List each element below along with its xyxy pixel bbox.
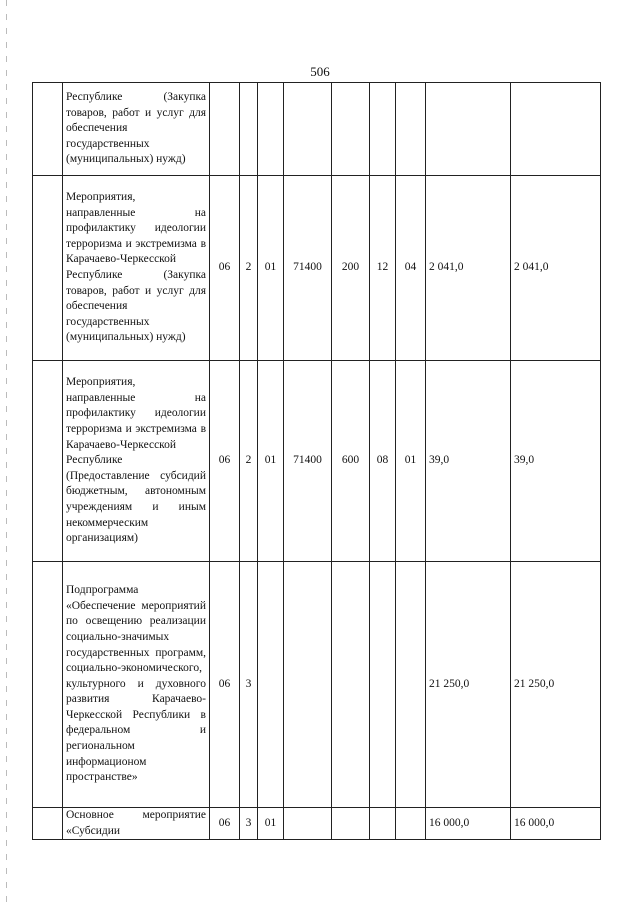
code-cell: 06 [210,361,240,562]
budget-table [32,82,601,840]
table-row [33,562,601,808]
description-cell: Основное мероприятие «Субсидии [63,808,210,840]
code-cell [240,83,258,176]
index-cell [33,83,63,176]
description-cell: Подпрограмма «Обеспечение мероприятий по освещению реализации социально-значимых государственных программ, социально-экономического, культурного и духовного развития Карачаево-Черкесской Республики в федеральном и региональном информационом пространстве» [63,562,210,808]
code-cell: 3 [240,808,258,840]
code-cell: 06 [210,808,240,840]
code-cell: 12 [370,176,396,361]
code-cell [332,808,370,840]
code-cell [370,562,396,808]
code-cell [210,83,240,176]
page-number: 506 [310,64,330,79]
code-cell: 01 [258,808,284,840]
code-cell: 01 [258,176,284,361]
amount-cell: 21 250,0 [426,562,511,808]
table-row [33,83,601,176]
amount-cell: 16 000,0 [426,808,511,840]
index-cell [33,176,63,361]
code-cell: 06 [210,562,240,808]
code-cell: 200 [332,176,370,361]
code-cell: 3 [240,562,258,808]
amount-cell: 39,0 [511,361,601,562]
table-row [33,361,601,562]
description-cell: Мероприятия, направленные на профилактику идеологии терроризма и экстремизма в Карачаево-Черкесской Республике (Закупка товаров, работ и услуг для обеспечения государственных (муниципальных) нужд) [63,176,210,361]
amount-cell [511,83,601,176]
code-cell [258,83,284,176]
code-cell [258,562,284,808]
index-cell [33,808,63,840]
code-cell [396,562,426,808]
code-cell [284,562,332,808]
scan-edge-mark [6,0,7,905]
table-row [33,176,601,361]
description-cell: Мероприятия, направленные на профилактику идеологии терроризма и экстремизма в Карачаево-Черкесской Республике (Предоставление субсидий бюджетным, автономным учреждениям и иным некоммерческим организациям) [63,361,210,562]
description-cell: Республике (Закупка товаров, работ и услуг для обеспечения государственных (муниципальных) нужд) [63,83,210,176]
code-cell: 2 [240,361,258,562]
code-cell [396,83,426,176]
code-cell [396,808,426,840]
code-cell [284,808,332,840]
code-cell: 01 [396,361,426,562]
amount-cell: 39,0 [426,361,511,562]
amount-cell: 2 041,0 [511,176,601,361]
code-cell: 71400 [284,176,332,361]
code-cell [370,808,396,840]
code-cell [284,83,332,176]
code-cell: 06 [210,176,240,361]
index-cell [33,361,63,562]
code-cell [332,83,370,176]
code-cell [370,83,396,176]
table-row [33,808,601,840]
amount-cell: 21 250,0 [511,562,601,808]
code-cell [332,562,370,808]
index-cell [33,562,63,808]
code-cell: 04 [396,176,426,361]
amount-cell: 2 041,0 [426,176,511,361]
code-cell: 600 [332,361,370,562]
code-cell: 2 [240,176,258,361]
amount-cell [426,83,511,176]
code-cell: 71400 [284,361,332,562]
amount-cell: 16 000,0 [511,808,601,840]
code-cell: 01 [258,361,284,562]
code-cell: 08 [370,361,396,562]
